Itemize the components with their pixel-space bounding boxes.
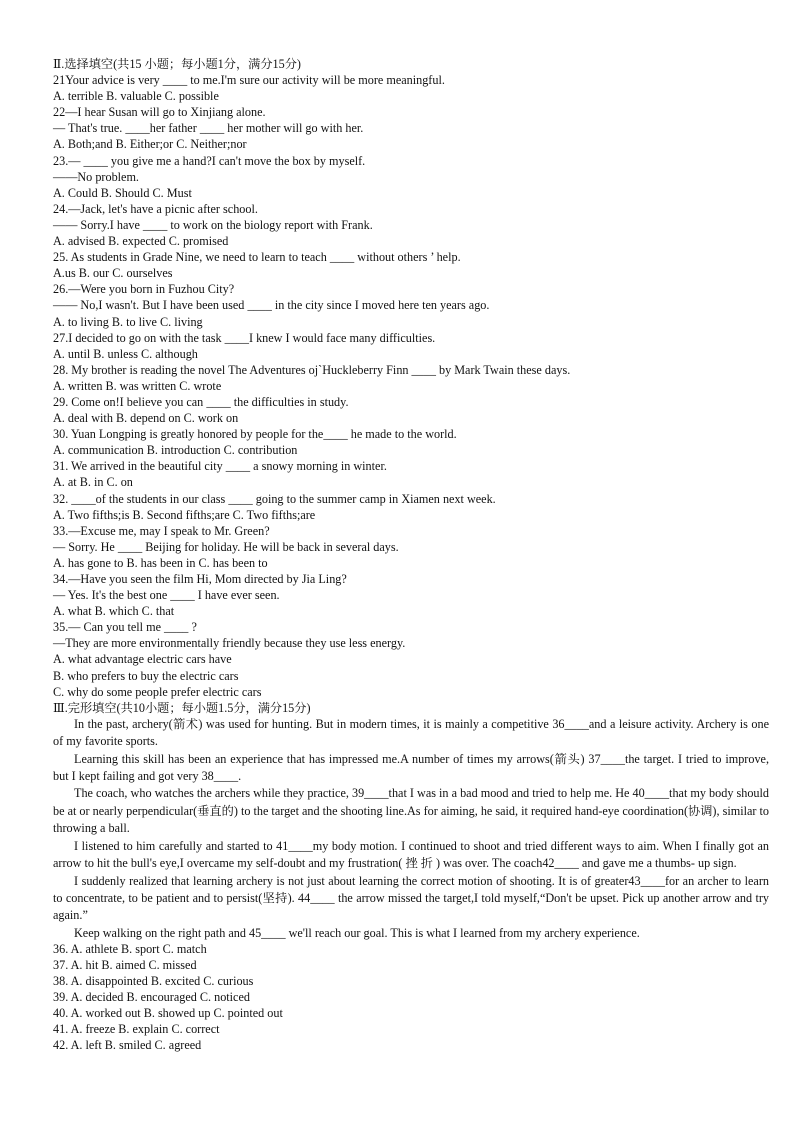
question-line: B. who prefers to buy the electric cars <box>53 668 239 683</box>
question-line: 29. Come on!I believe you can ____ the difficulties in study. <box>53 394 349 409</box>
question-line: 27.I decided to go on with the task ____I knew I would face many difficulties. <box>53 330 436 345</box>
option-line: 41. A. freeze B. explain C. correct <box>53 1022 220 1037</box>
option-line: 36. A. athlete B. sport C. match <box>53 941 207 956</box>
passage-paragraph: I listened to him carefully and started to 41____my body motion. I continued to shoot and tried different ways to aim. When I finally got an arrow to hit the bull's eye,I overcame my self-doubt and my frustration( 挫 折 ) was over. The coach42____ and gave me a thumbs- up sign. <box>53 838 769 871</box>
section-3-passage <box>53 716 769 925</box>
passage-last-paragraph: Keep walking on the right path and 45____ we'll reach our goal. This is what I learned from my archery experience. <box>74 925 640 940</box>
question-line: A. Could B. Should C. Must <box>53 185 192 200</box>
question-line: A. at B. in C. on <box>53 475 133 490</box>
question-line: A. to living B. to live C. living <box>53 314 203 329</box>
section-3-title: Ⅲ.完形填空(共10小题；每小题1.5分，满分15分) <box>53 700 311 715</box>
question-line: — That's true. ____her father ____ her mother will go with her. <box>53 121 364 136</box>
question-line: A. until B. unless C. although <box>53 346 198 361</box>
question-line: A. has gone to B. has been in C. has been to <box>53 555 268 570</box>
question-line: —They are more environmentally friendly because they use less energy. <box>53 636 406 651</box>
question-line: 33.—Excuse me, may I speak to Mr. Green? <box>53 523 270 538</box>
question-line: A. communication B. introduction C. contribution <box>53 443 298 458</box>
question-line: C. why do some people prefer electric cars <box>53 684 262 699</box>
section-3-options <box>53 941 769 1054</box>
option-line: 38. A. disappointed B. excited C. curious <box>53 974 254 988</box>
option-line: 39. A. decided B. encouraged C. noticed <box>53 990 250 1005</box>
passage-paragraph: Learning this skill has been an experience that has impressed me.A number of times my arrows(箭头) 37____the target. I tried to improve, but I kept failing and got very 38____. <box>53 751 769 784</box>
question-line: 25. As students in Grade Nine, we need to learn to teach ____ without others ’ help. <box>53 250 461 265</box>
question-line: 26.—Were you born in Fuzhou City? <box>53 282 235 297</box>
question-line: 34.—Have you seen the film Hi, Mom directed by Jia Ling? <box>53 572 347 586</box>
passage-paragraph: I suddenly realized that learning archery is not just about learning the correct motion of shooting. It is of greater43____for an archer to learn to concentrate, to be patient and to persist(坚持). 44____ the arrow missed the target,I told myself,“Don't be upset. Pick up another arrow and try again.” <box>53 873 769 923</box>
question-line: A. deal with B. depend on C. work on <box>53 411 239 426</box>
question-line: A.us B. our C. ourselves <box>53 266 173 281</box>
question-line: 28. My brother is reading the novel The Adventures oj`Huckleberry Finn ____ by Mark Twain these days. <box>53 362 571 377</box>
question-line: 30. Yuan Longping is greatly honored by people for the____ he made to the world. <box>53 427 457 442</box>
option-line: 42. A. left B. smiled C. agreed <box>53 1038 202 1053</box>
question-line: A. Two fifths;is B. Second fifths;are C. Two fifths;are <box>53 507 316 522</box>
section-2-title: Ⅱ.选择填空(共15 小题；每小题1分，满分15分) <box>53 57 301 71</box>
question-line: A. terrible B. valuable C. possible <box>53 89 219 104</box>
question-line: —— No,I wasn't. But I have been used ____ in the city since I moved here ten years ago. <box>53 298 490 313</box>
question-line: A. written B. was written C. wrote <box>53 378 222 393</box>
question-line: — Yes. It's the best one ____ I have ever seen. <box>53 588 280 603</box>
section-2-questions <box>53 72 769 700</box>
question-line: 22—I hear Susan will go to Xinjiang alone. <box>53 105 266 120</box>
question-line: A. Both;and B. Either;or C. Neither;nor <box>53 137 247 152</box>
question-line: 21Your advice is very ____ to me.I'm sure our activity will be more meaningful. <box>53 73 445 88</box>
question-line: —— Sorry.I have ____ to work on the biology report with Frank. <box>53 217 373 232</box>
passage-paragraph: In the past, archery(箭术) was used for hunting. But in modern times, it is mainly a competitive 36____and a leisure activity. Archery is one of my favorite sports. <box>53 716 769 749</box>
question-line: ——No problem. <box>53 169 139 184</box>
question-line: 35.— Can you tell me ____ ? <box>53 620 197 635</box>
question-line: A. advised B. expected C. promised <box>53 234 229 249</box>
question-line: — Sorry. He ____ Beijing for holiday. He will be back in several days. <box>53 539 399 554</box>
worksheet-page <box>53 56 769 1053</box>
option-line: 40. A. worked out B. showed up C. pointed out <box>53 1006 283 1021</box>
option-line: 37. A. hit B. aimed C. missed <box>53 957 197 972</box>
question-line: 24.—Jack, let's have a picnic after school. <box>53 201 258 216</box>
question-line: A. what advantage electric cars have <box>53 652 232 667</box>
question-line: 32. ____of the students in our class ____ going to the summer camp in Xiamen next week. <box>53 491 496 506</box>
question-line: A. what B. which C. that <box>53 604 175 619</box>
question-line: 23.— ____ you give me a hand?I can't move the box by myself. <box>53 153 366 168</box>
question-line: 31. We arrived in the beautiful city ____ a snowy morning in winter. <box>53 459 387 474</box>
passage-paragraph: The coach, who watches the archers while they practice, 39____that I was in a bad mood and tried to help me. He 40____that my body should be at or nearly perpendicular(垂直的) to the target and the shooting line.As for aiming, he said, it required hand-eye coordination(协调), similar to throwing a ball. <box>53 786 769 836</box>
